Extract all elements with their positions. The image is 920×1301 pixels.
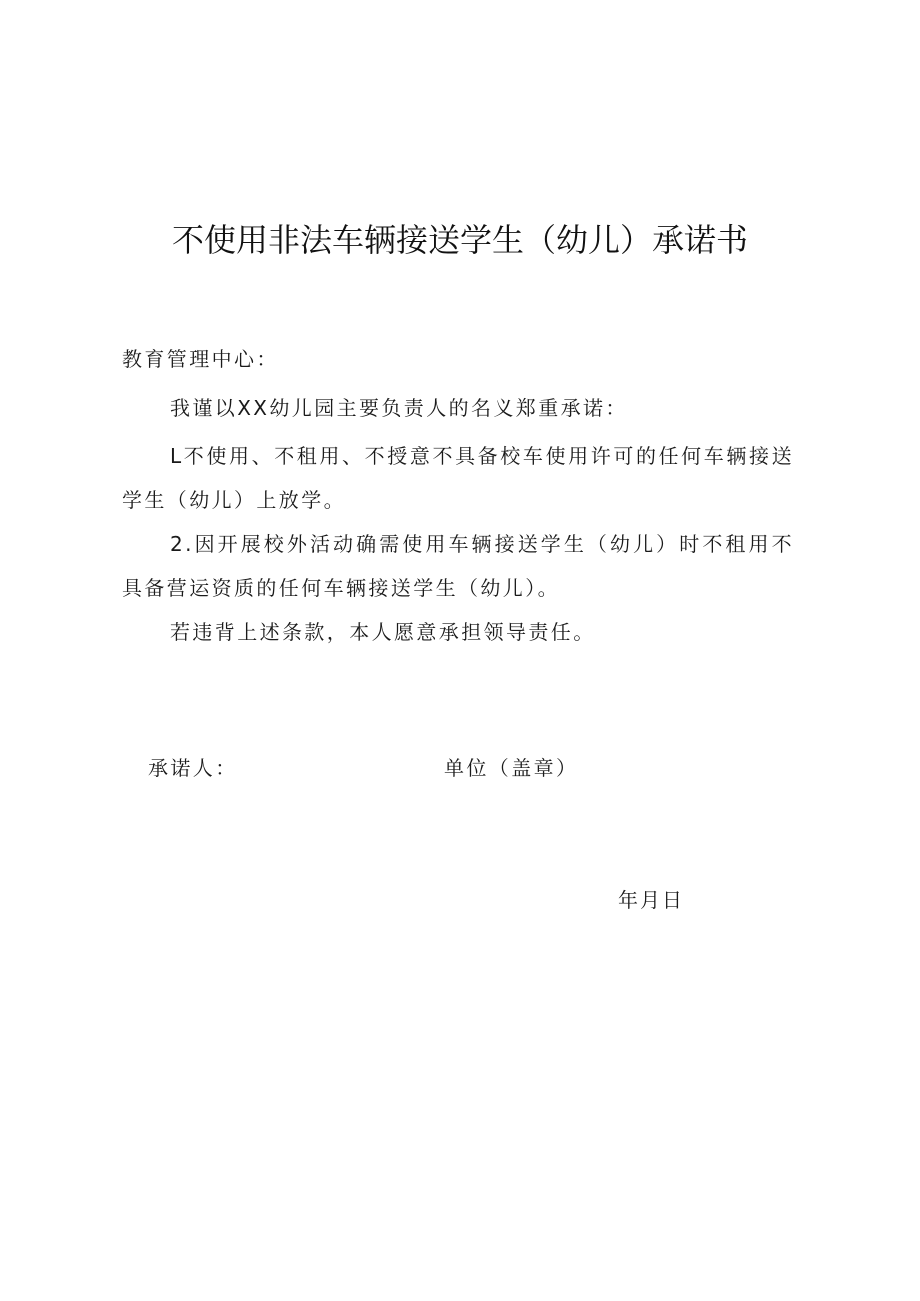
paragraph-closing: 若违背上述条款，本人愿意承担领导责任。 [170, 620, 596, 644]
salutation: 教育管理中心： [122, 347, 279, 371]
paragraph-intro: 我谨以XX幼儿园主要负责人的名义郑重承诺： [170, 396, 628, 420]
date-label: 年月日 [618, 888, 684, 912]
promisor-label: 承诺人： [148, 756, 238, 780]
paragraph-clause-2: 2.因开展校外活动确需使用车辆接送学生（幼儿）时不租用不具备营运资质的任何车辆接送学生（幼儿）。 [122, 532, 794, 600]
unit-seal-label: 单位（盖章） [444, 756, 579, 780]
paragraph-clause-1: L不使用、不租用、不授意不具备校车使用许可的任何车辆接送学生（幼儿）上放学。 [122, 444, 794, 512]
document-title: 不使用非法车辆接送学生（幼儿）承诺书 [171, 221, 748, 259]
